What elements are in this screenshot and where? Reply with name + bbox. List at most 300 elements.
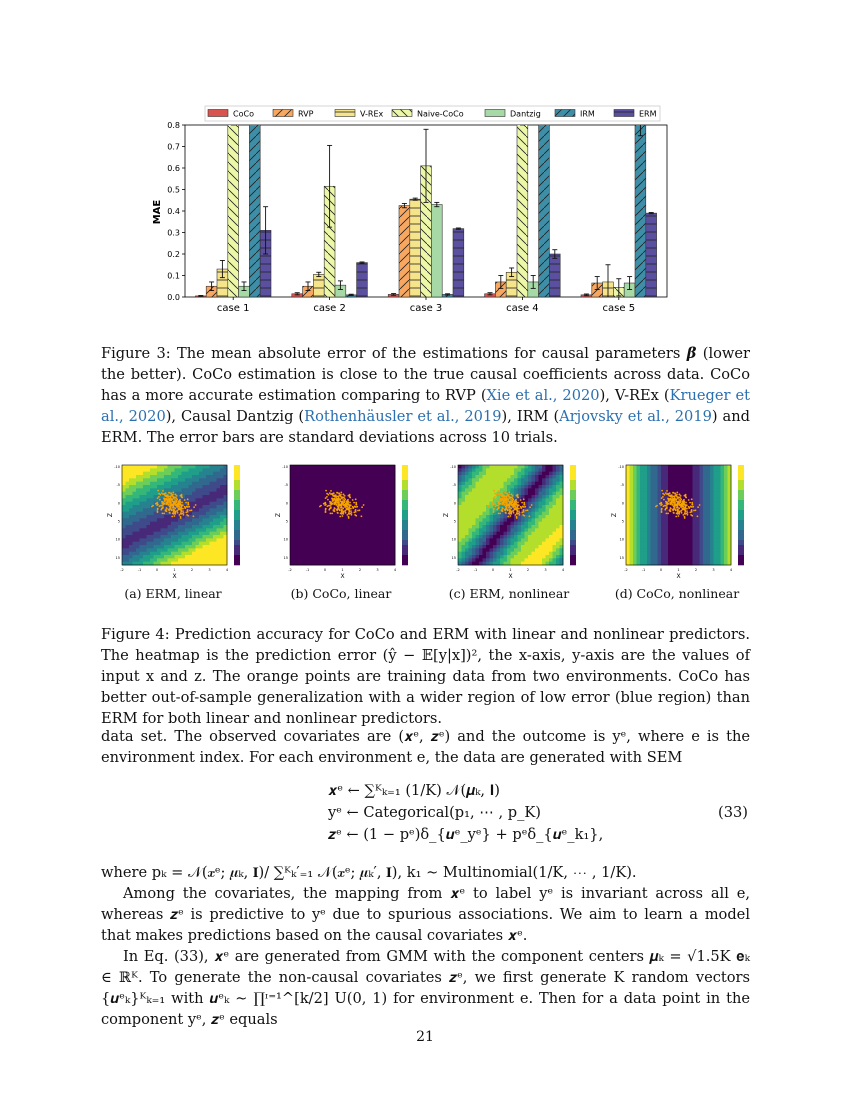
heatmap-cell <box>493 475 497 479</box>
heatmap-cell <box>696 468 700 472</box>
heatmap-cell <box>161 548 165 552</box>
heatmap-cell <box>388 508 392 512</box>
heatmap-cell <box>294 525 298 529</box>
heatmap-cell <box>374 558 378 562</box>
heatmap-cell <box>511 548 515 552</box>
heatmap-cell <box>633 492 637 496</box>
heatmap-cell <box>668 528 672 532</box>
heatmap-cell <box>126 535 130 539</box>
heatmap-cell <box>220 485 224 489</box>
heatmap-cell <box>528 475 532 479</box>
training-point <box>673 512 675 514</box>
heatmap-cell <box>682 482 686 486</box>
heatmap-cell <box>651 532 655 536</box>
heatmap-cell <box>304 552 308 556</box>
y-axis-label: MAE <box>152 199 163 225</box>
heatmap-cell <box>458 518 462 522</box>
heatmap-cell <box>196 498 200 502</box>
heatmap-cell <box>381 532 385 536</box>
heatmap-cell <box>189 552 193 556</box>
heatmap-cell <box>553 555 557 559</box>
heatmap-cell <box>686 475 690 479</box>
heatmap-cell <box>546 482 550 486</box>
heatmap-cell <box>136 485 140 489</box>
heatmap-cell <box>693 525 697 529</box>
heatmap-cell <box>630 475 634 479</box>
x-tick-label: 0 <box>323 568 327 572</box>
heatmap-cell <box>360 492 364 496</box>
heatmap-cell <box>700 482 704 486</box>
heatmap-cell <box>301 558 305 562</box>
heatmap-cell <box>143 555 147 559</box>
heatmap-cell <box>703 505 707 509</box>
colorbar-step <box>402 530 408 535</box>
heatmap-cell <box>126 525 130 529</box>
heatmap-cell <box>476 542 480 546</box>
heatmap-cell <box>472 532 476 536</box>
heatmap-cell <box>367 508 371 512</box>
heatmap-cell <box>182 468 186 472</box>
heatmap-cell <box>381 505 385 509</box>
heatmap-cell <box>476 482 480 486</box>
heatmap-cell <box>311 472 315 476</box>
heatmap-cell <box>700 555 704 559</box>
heatmap-cell <box>721 505 725 509</box>
heatmap-cell <box>647 542 651 546</box>
heatmap-cell <box>164 465 168 469</box>
heatmap-cell <box>658 545 662 549</box>
heatmap-cell <box>297 535 301 539</box>
heatmap-cell <box>129 552 133 556</box>
heatmap-cell <box>220 468 224 472</box>
training-point <box>353 502 355 504</box>
heatmap-cell <box>630 532 634 536</box>
heatmap-cell <box>483 558 487 562</box>
heatmap-cell <box>472 485 476 489</box>
heatmap-cell <box>206 465 210 469</box>
heatmap-cell <box>140 538 144 542</box>
heatmap-cell <box>661 558 665 562</box>
heatmap-cell <box>710 545 714 549</box>
heatmap-cell <box>465 525 469 529</box>
heatmap-cell <box>364 515 368 519</box>
heatmap-cell <box>301 528 305 532</box>
heatmap-cell <box>157 468 161 472</box>
heatmap-cell <box>290 488 294 492</box>
x-tick-label: -1 <box>137 568 142 572</box>
heatmap-cell <box>185 472 189 476</box>
heatmap-cell <box>136 492 140 496</box>
heatmap-cell <box>626 505 630 509</box>
heatmap-cell <box>535 555 539 559</box>
heatmap-cell <box>308 465 312 469</box>
heatmap-cell <box>147 468 151 472</box>
heatmap-cell <box>199 518 203 522</box>
heatmap-cell <box>325 518 329 522</box>
heatmap-cell <box>507 548 511 552</box>
heatmap-cell <box>500 532 504 536</box>
heatmap-cell <box>220 535 224 539</box>
heatmap-cell <box>668 518 672 522</box>
heatmap-cell <box>679 548 683 552</box>
heatmap-cell <box>220 505 224 509</box>
heatmap-cell <box>357 535 361 539</box>
heatmap-cell <box>364 472 368 476</box>
heatmap-cell <box>346 548 350 552</box>
heatmap-cell <box>189 485 193 489</box>
heatmap-cell <box>213 475 217 479</box>
heatmap-cell <box>651 485 655 489</box>
citation-link[interactable]: Rothenhäusler et al., 2019 <box>304 408 502 425</box>
heatmap-cell <box>472 478 476 482</box>
heatmap-cell <box>546 488 550 492</box>
training-point <box>167 503 169 505</box>
heatmap-cell <box>147 505 151 509</box>
colorbar-step <box>570 495 576 500</box>
heatmap-cell <box>136 515 140 519</box>
heatmap-cell <box>297 472 301 476</box>
heatmap-cell <box>304 535 308 539</box>
heatmap-cell <box>721 478 725 482</box>
training-point <box>174 507 176 509</box>
heatmap-cell <box>140 495 144 499</box>
training-point <box>337 500 339 502</box>
heatmap-cell <box>129 525 133 529</box>
heatmap-cell <box>206 515 210 519</box>
heatmap-cell <box>385 482 389 486</box>
heatmap-cell <box>626 482 630 486</box>
heatmap-cell <box>714 532 718 536</box>
heatmap-cell <box>707 512 711 516</box>
heatmap-cell <box>206 475 210 479</box>
training-point <box>344 495 346 497</box>
heatmap-cell <box>196 518 200 522</box>
heatmap-cell <box>136 512 140 516</box>
y-tick-label: 0.0 <box>167 293 180 302</box>
heatmap-cell <box>703 472 707 476</box>
training-point <box>691 503 693 505</box>
heatmap-cell <box>332 485 336 489</box>
heatmap-cell <box>374 548 378 552</box>
heatmap-cell <box>686 558 690 562</box>
heatmap-cell <box>199 545 203 549</box>
training-point <box>666 493 668 495</box>
heatmap-cell <box>714 488 718 492</box>
heatmap-cell <box>521 558 525 562</box>
heatmap-cell <box>633 532 637 536</box>
heatmap-cell <box>521 475 525 479</box>
heatmap-cell <box>140 558 144 562</box>
heatmap-cell <box>385 502 389 506</box>
heatmap-cell <box>525 528 529 532</box>
heatmap-cell <box>525 535 529 539</box>
heatmap-cell <box>150 472 154 476</box>
heatmap-cell <box>143 542 147 546</box>
citation-link[interactable]: Xie et al., 2020 <box>486 387 600 404</box>
heatmap-cell <box>357 512 361 516</box>
heatmap-cell <box>465 508 469 512</box>
heatmap-cell <box>161 482 165 486</box>
heatmap-cell <box>637 482 641 486</box>
heatmap-cell <box>388 525 392 529</box>
heatmap-cell <box>374 472 378 476</box>
heatmap-cell <box>462 468 466 472</box>
heatmap-cell <box>301 518 305 522</box>
heatmap-cell <box>721 528 725 532</box>
heatmap-cell <box>724 498 728 502</box>
heatmap-cell <box>528 522 532 526</box>
training-point <box>352 506 354 508</box>
heatmap-cell <box>304 558 308 562</box>
heatmap-cell <box>301 535 305 539</box>
heatmap-cell <box>714 528 718 532</box>
heatmap-cell <box>381 548 385 552</box>
heatmap-cell <box>539 498 543 502</box>
heatmap-cell <box>710 558 714 562</box>
heatmap-cell <box>199 515 203 519</box>
x-tick-label: case 4 <box>506 303 539 314</box>
heatmap-cell <box>542 548 546 552</box>
heatmap-cell <box>161 532 165 536</box>
training-point <box>350 508 352 510</box>
training-point <box>508 495 510 497</box>
heatmap-cell <box>357 498 361 502</box>
heatmap-cell <box>318 535 322 539</box>
heatmap-cell <box>539 555 543 559</box>
heatmap-cell <box>122 495 126 499</box>
heatmap-cell <box>196 465 200 469</box>
heatmap-cell <box>332 555 336 559</box>
heatmap-cell <box>129 528 133 532</box>
heatmap-cell <box>329 522 333 526</box>
heatmap-cell <box>476 512 480 516</box>
training-point <box>155 503 157 505</box>
heatmap-cell <box>458 548 462 552</box>
heatmap-cell <box>360 518 364 522</box>
heatmap-cell <box>486 488 490 492</box>
training-point <box>344 510 346 512</box>
heatmap-cell <box>290 482 294 486</box>
heatmap-cell <box>322 482 326 486</box>
training-point <box>185 502 187 504</box>
heatmap-cell <box>192 545 196 549</box>
heatmap-cell <box>682 528 686 532</box>
heatmap-cell <box>647 545 651 549</box>
heatmap-cell <box>514 545 518 549</box>
heatmap-cell <box>322 538 326 542</box>
figure4 <box>108 460 758 610</box>
heatmap-cell <box>476 532 480 536</box>
heatmap-cell <box>175 558 179 562</box>
heatmap-cell <box>668 555 672 559</box>
heatmap-cell <box>483 508 487 512</box>
heatmap-cell <box>479 552 483 556</box>
x-tick-label: 1 <box>509 568 512 572</box>
heatmap-cell <box>364 492 368 496</box>
heatmap-cell <box>346 488 350 492</box>
heatmap-cell <box>556 498 560 502</box>
heatmap-cell <box>133 468 137 472</box>
training-point <box>691 506 693 508</box>
citation-link[interactable]: Arjovsky et al., 2019 <box>559 408 712 425</box>
heatmap-cell <box>703 482 707 486</box>
colorbar-step <box>570 550 576 555</box>
heatmap-cell <box>171 558 175 562</box>
heatmap-cell <box>129 488 133 492</box>
heatmap-cell <box>150 465 154 469</box>
heatmap-cell <box>150 532 154 536</box>
heatmap-cell <box>654 508 658 512</box>
caption-fragment: β <box>686 345 697 362</box>
heatmap-cell <box>532 538 536 542</box>
heatmap-cell <box>693 492 697 496</box>
heatmap-cell <box>311 485 315 489</box>
heatmap-cell <box>668 538 672 542</box>
training-point <box>180 513 182 515</box>
heatmap-cell <box>304 542 308 546</box>
heatmap-cell <box>672 468 676 472</box>
heatmap-cell <box>507 488 511 492</box>
heatmap-cell <box>367 548 371 552</box>
heatmap-cell <box>150 468 154 472</box>
heatmap-cell <box>490 558 494 562</box>
heatmap-cell <box>721 508 725 512</box>
training-point <box>334 498 336 500</box>
training-point <box>174 503 176 505</box>
heatmap-cell <box>493 525 497 529</box>
heatmap-cell <box>654 485 658 489</box>
heatmap-cell <box>381 468 385 472</box>
heatmap-cell <box>381 522 385 526</box>
heatmap-cell <box>686 535 690 539</box>
heatmap-cell <box>539 525 543 529</box>
heatmap-cell <box>147 492 151 496</box>
heatmap-cell <box>371 485 375 489</box>
heatmap-cell <box>343 485 347 489</box>
heatmap-cell <box>301 472 305 476</box>
heatmap-cell <box>318 492 322 496</box>
heatmap-cell <box>150 545 154 549</box>
training-point <box>176 504 178 506</box>
heatmap-cell <box>724 472 728 476</box>
heatmap-cell <box>703 535 707 539</box>
heatmap-cell <box>651 492 655 496</box>
training-point <box>661 497 663 499</box>
heatmap-cell <box>679 525 683 529</box>
training-point <box>350 504 352 506</box>
heatmap-cell <box>686 468 690 472</box>
heatmap-cell <box>549 495 553 499</box>
heatmap-cell <box>294 548 298 552</box>
heatmap-cell <box>710 482 714 486</box>
heatmap-cell <box>724 515 728 519</box>
training-point <box>187 511 189 513</box>
heatmap-cell <box>700 552 704 556</box>
heatmap-cell <box>203 472 207 476</box>
heatmap-cell <box>528 518 532 522</box>
heatmap-cell <box>220 525 224 529</box>
heatmap-cell <box>353 518 357 522</box>
heatmap-cell <box>381 475 385 479</box>
heatmap-cell <box>528 468 532 472</box>
heatmap-cell <box>465 528 469 532</box>
heatmap-cell <box>325 548 329 552</box>
heatmap-cell <box>203 518 207 522</box>
heatmap-cell <box>528 508 532 512</box>
heatmap-cell <box>175 538 179 542</box>
training-point <box>341 502 343 504</box>
heatmap-cell <box>700 475 704 479</box>
heatmap-cell <box>147 465 151 469</box>
heatmap-cell <box>462 538 466 542</box>
heatmap-cell <box>654 465 658 469</box>
heatmap-cell <box>693 485 697 489</box>
heatmap-cell <box>679 472 683 476</box>
heatmap-cell <box>654 482 658 486</box>
heatmap-cell <box>458 532 462 536</box>
heatmap-cell <box>654 532 658 536</box>
heatmap-cell <box>721 498 725 502</box>
heatmap-cell <box>675 532 679 536</box>
heatmap-cell <box>164 482 168 486</box>
heatmap-cell <box>294 478 298 482</box>
heatmap-cell <box>332 482 336 486</box>
heatmap-cell <box>350 475 354 479</box>
heatmap-cell <box>518 522 522 526</box>
heatmap-cell <box>332 552 336 556</box>
heatmap-cell <box>364 545 368 549</box>
heatmap-cell <box>133 478 137 482</box>
heatmap-cell <box>458 482 462 486</box>
x-tick-label: case 5 <box>602 303 636 314</box>
training-point <box>320 505 322 507</box>
heatmap-cell <box>644 548 648 552</box>
x-tick-label: 0 <box>491 568 495 572</box>
heatmap-cell <box>654 515 658 519</box>
heatmap-cell <box>161 522 165 526</box>
citation-link[interactable]: Krueger et al., 2020 <box>101 387 750 425</box>
heatmap-cell <box>301 505 305 509</box>
heatmap-cell <box>294 482 298 486</box>
heatmap-cell <box>178 488 182 492</box>
heatmap-cell <box>556 502 560 506</box>
heatmap-cell <box>318 525 322 529</box>
heatmap-cell <box>154 518 158 522</box>
heatmap-cell <box>385 518 389 522</box>
heatmap-cell <box>178 482 182 486</box>
heatmap-cell <box>553 495 557 499</box>
heatmap-cell <box>217 465 221 469</box>
heatmap-cell <box>511 525 515 529</box>
heatmap-cell <box>668 545 672 549</box>
heatmap-cell <box>378 518 382 522</box>
heatmap-cell <box>203 552 207 556</box>
training-point <box>344 504 346 506</box>
heatmap-cell <box>332 548 336 552</box>
training-point <box>180 495 182 497</box>
training-point <box>514 508 516 510</box>
heatmap-cell <box>164 555 168 559</box>
heatmap-cell <box>665 482 669 486</box>
heatmap-cell <box>353 552 357 556</box>
heatmap-cell <box>150 495 154 499</box>
heatmap-cell <box>297 558 301 562</box>
heatmap-cell <box>626 465 630 469</box>
heatmap-cell <box>658 472 662 476</box>
heatmap-cell <box>311 532 315 536</box>
training-point <box>349 502 351 504</box>
heatmap-cell <box>203 482 207 486</box>
